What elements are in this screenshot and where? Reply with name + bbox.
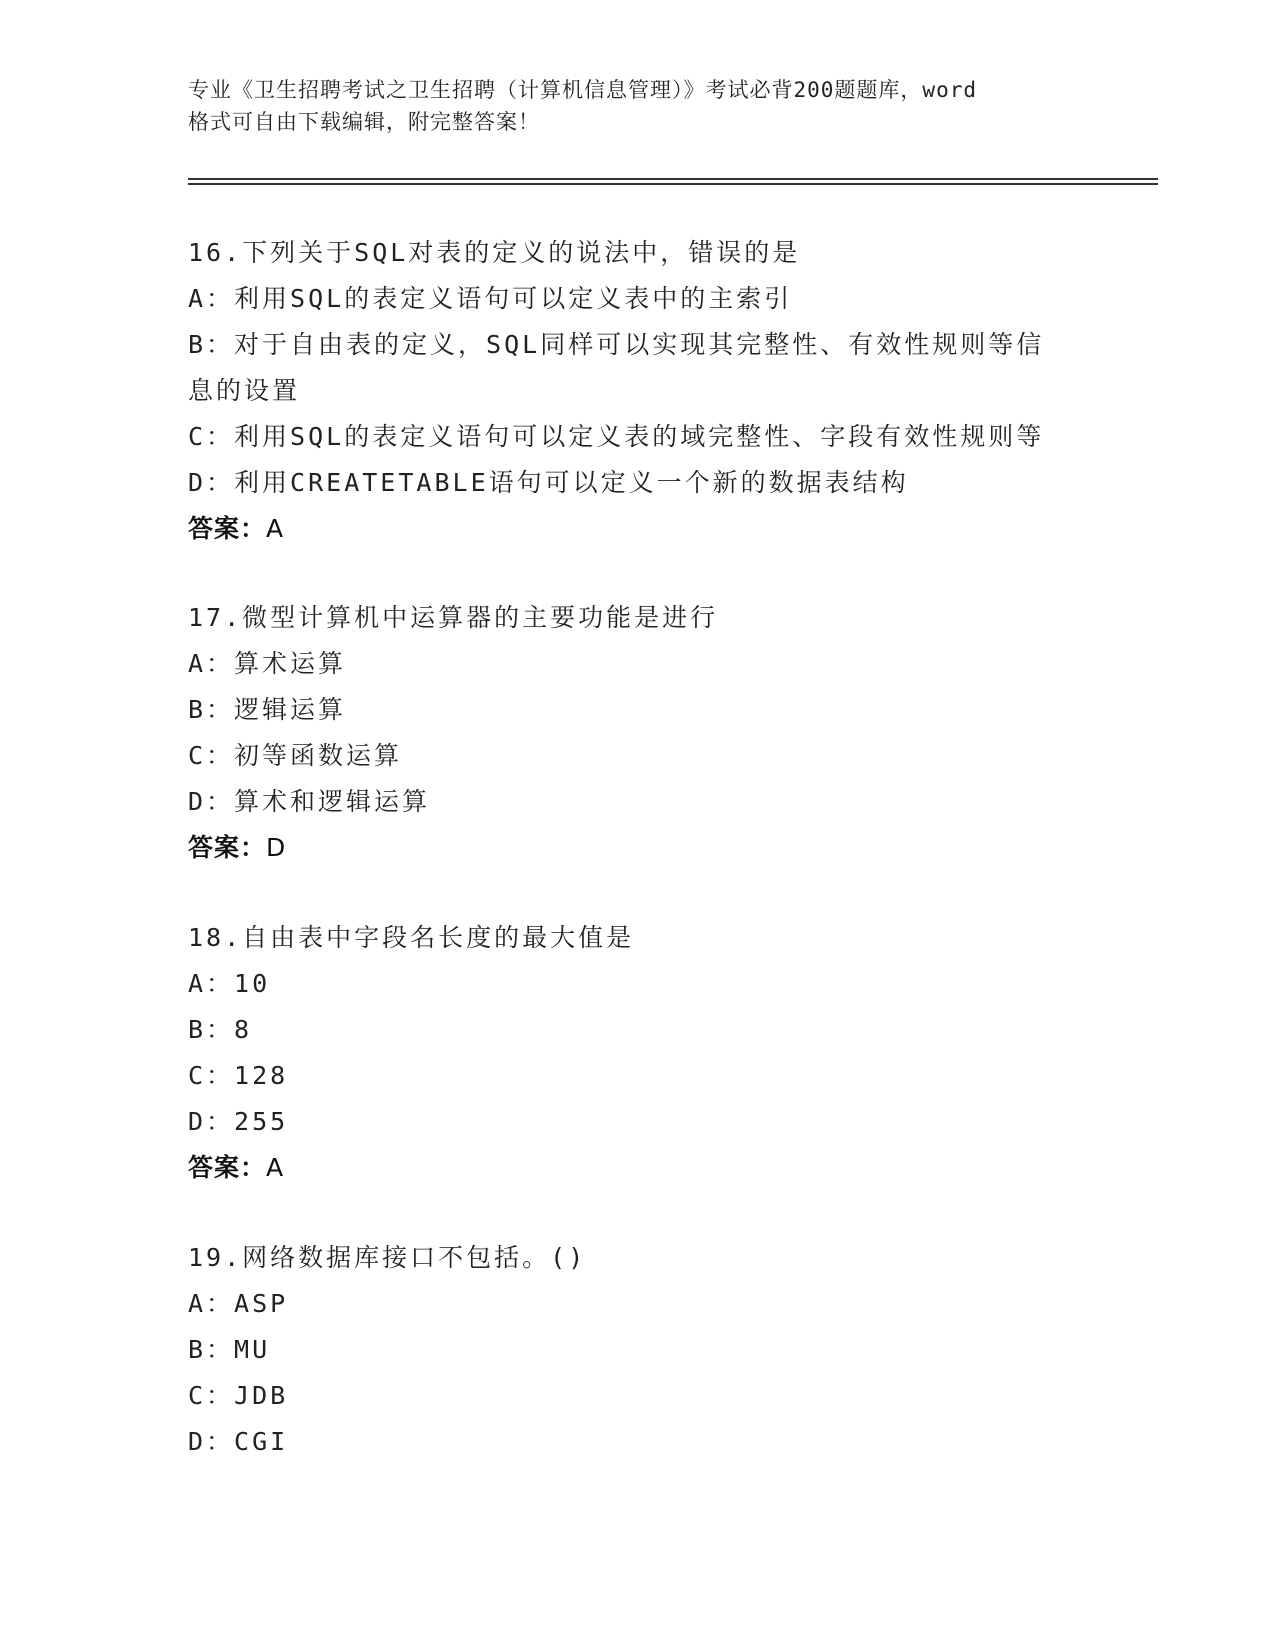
answer-label: 答案： [188,833,267,862]
answer-line [188,506,1088,552]
option-a: A：利用SQL的表定义语句可以定义表中的主索引 [188,284,793,313]
option-a: A：算术运算 [188,649,347,678]
answer-value: D [266,833,287,862]
option-b: B：MU [188,1335,271,1364]
option-b: B：逻辑运算 [188,695,347,724]
question-18 [188,915,1088,1191]
option-d: D：利用CREATETABLE语句可以定义一个新的数据表结构 [188,468,909,497]
header-divider-top [188,178,1158,180]
option-d: D：CGI [188,1427,289,1456]
question-17 [188,595,1088,871]
question-16 [188,230,1088,552]
option-b: B：对于自由表的定义，SQL同样可以实现其完整性、有效性规则等信息的设置 [188,330,1045,405]
question-stem: 17.微型计算机中运算器的主要功能是进行 [188,603,719,632]
option-b: B：8 [188,1015,253,1044]
option-c: C：初等函数运算 [188,741,403,770]
option-c: C：利用SQL的表定义语句可以定义表的域完整性、字段有效性规则等 [188,422,1045,451]
answer-label: 答案： [188,514,267,543]
option-d: D：255 [188,1107,289,1136]
question-stem: 16.下列关于SQL对表的定义的说法中，错误的是 [188,238,801,267]
option-c: C：JDB [188,1381,289,1410]
header-line-2: 格式可自由下载编辑，附完整答案！ [188,110,540,134]
question-stem: 18.自由表中字段名长度的最大值是 [188,923,635,952]
answer-value: A [266,1153,285,1182]
header-line-1: 专业《卫生招聘考试之卫生招聘（计算机信息管理）》考试必背200题题库，word [188,78,977,102]
option-a: A：10 [188,969,271,998]
answer-value: A [266,514,285,543]
option-d: D：算术和逻辑运算 [188,787,431,816]
question-stem: 19.网络数据库接口不包括。() [188,1243,587,1272]
header-divider-bottom [188,183,1158,185]
option-c: C：128 [188,1061,289,1090]
document-header [188,74,1088,138]
answer-line [188,825,1088,871]
question-19 [188,1235,1088,1465]
option-a: A：ASP [188,1289,289,1318]
answer-label: 答案： [188,1153,267,1182]
answer-line [188,1145,1088,1191]
